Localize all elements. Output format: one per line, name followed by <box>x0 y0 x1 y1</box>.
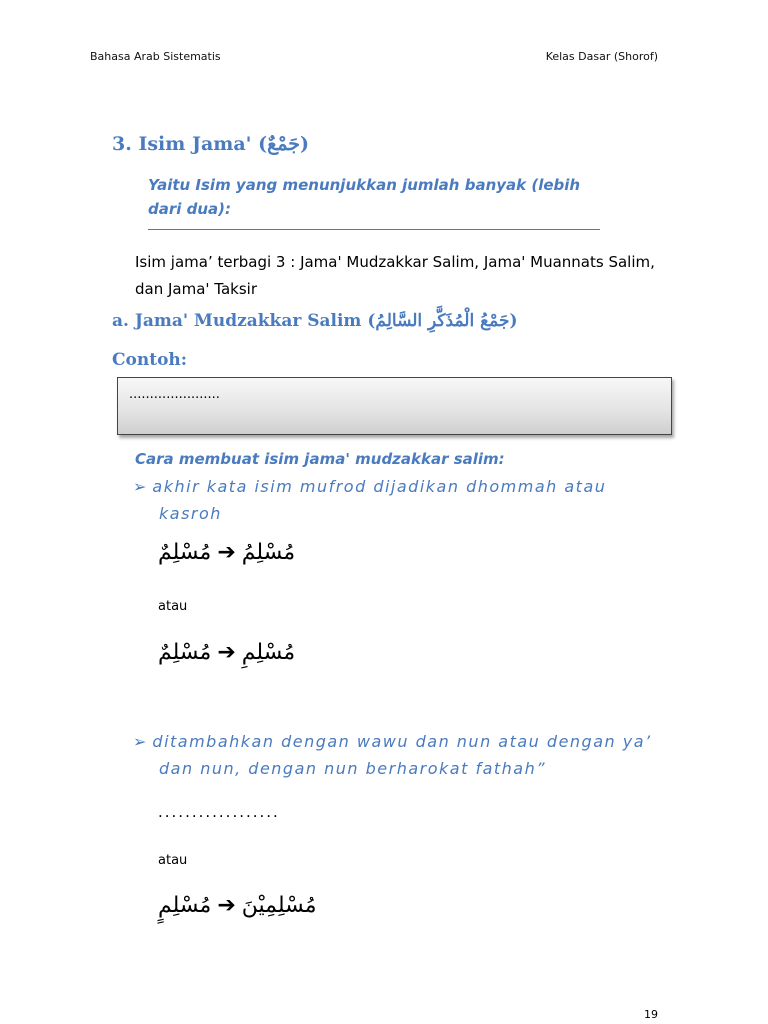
bullet-2-line1: ditambahkan dengan wawu dan nun atau dengan ya’ <box>152 732 652 751</box>
atau-2: atau <box>158 853 188 868</box>
cara-heading: Cara membuat isim jama' mudzakkar salim: <box>135 450 505 468</box>
example-1-from: مُسْلِمٌ <box>158 540 212 565</box>
bullet-1-line2: kasroh <box>159 504 222 523</box>
example-2-to: مُسْلِمِ <box>241 640 296 665</box>
bullet-2-line2: dan nun, dengan nun berharokat fathah” <box>159 759 547 778</box>
example-1 <box>158 540 295 565</box>
example-3-to: مُسْلِمِيْنَ <box>241 893 317 918</box>
right-arrow-icon: ➔ <box>217 640 236 665</box>
example-3-from: مُسْلِمٍ <box>158 893 212 918</box>
bullet-arrow-icon: ➢ <box>133 477 147 496</box>
section-title: 3. Isim Jama' (جَمْعٌ) <box>112 133 309 155</box>
example-box <box>117 377 672 435</box>
bullet-arrow-icon: ➢ <box>133 732 147 751</box>
example-1-to: مُسْلِمُ <box>241 540 296 565</box>
page-number: 19 <box>644 1008 658 1021</box>
subsection-title: a. Jama' Mudzakkar Salim (جَمْعُ الْمُذَكَّرِ السَّالِمُ) <box>112 311 518 331</box>
bullet-2 <box>133 728 673 782</box>
example-3 <box>158 893 317 918</box>
right-arrow-icon: ➔ <box>217 893 236 918</box>
example-2 <box>158 640 295 665</box>
right-arrow-icon: ➔ <box>217 540 236 565</box>
header-right: Kelas Dasar (Shorof) <box>545 50 658 63</box>
example-box-placeholder: ...................... <box>129 387 220 402</box>
bullet-1 <box>133 473 673 527</box>
dots-placeholder: .................. <box>158 803 280 821</box>
example-2-from: مُسْلِمٌ <box>158 640 212 665</box>
atau-1: atau <box>158 599 188 614</box>
contoh-label: Contoh: <box>112 350 188 370</box>
body-paragraph: Isim jama’ terbagi 3 : Jama' Mudzakkar Salim, Jama' Muannats Salim, dan Jama' Taksir <box>135 253 655 298</box>
definition-text: Yaitu Isim yang menunjukkan jumlah banyak (lebih dari dua): <box>148 176 581 218</box>
definition-underline <box>148 229 600 230</box>
bullet-1-line1: akhir kata isim mufrod dijadikan dhommah atau <box>152 477 607 496</box>
header-left: Bahasa Arab Sistematis <box>90 50 221 63</box>
